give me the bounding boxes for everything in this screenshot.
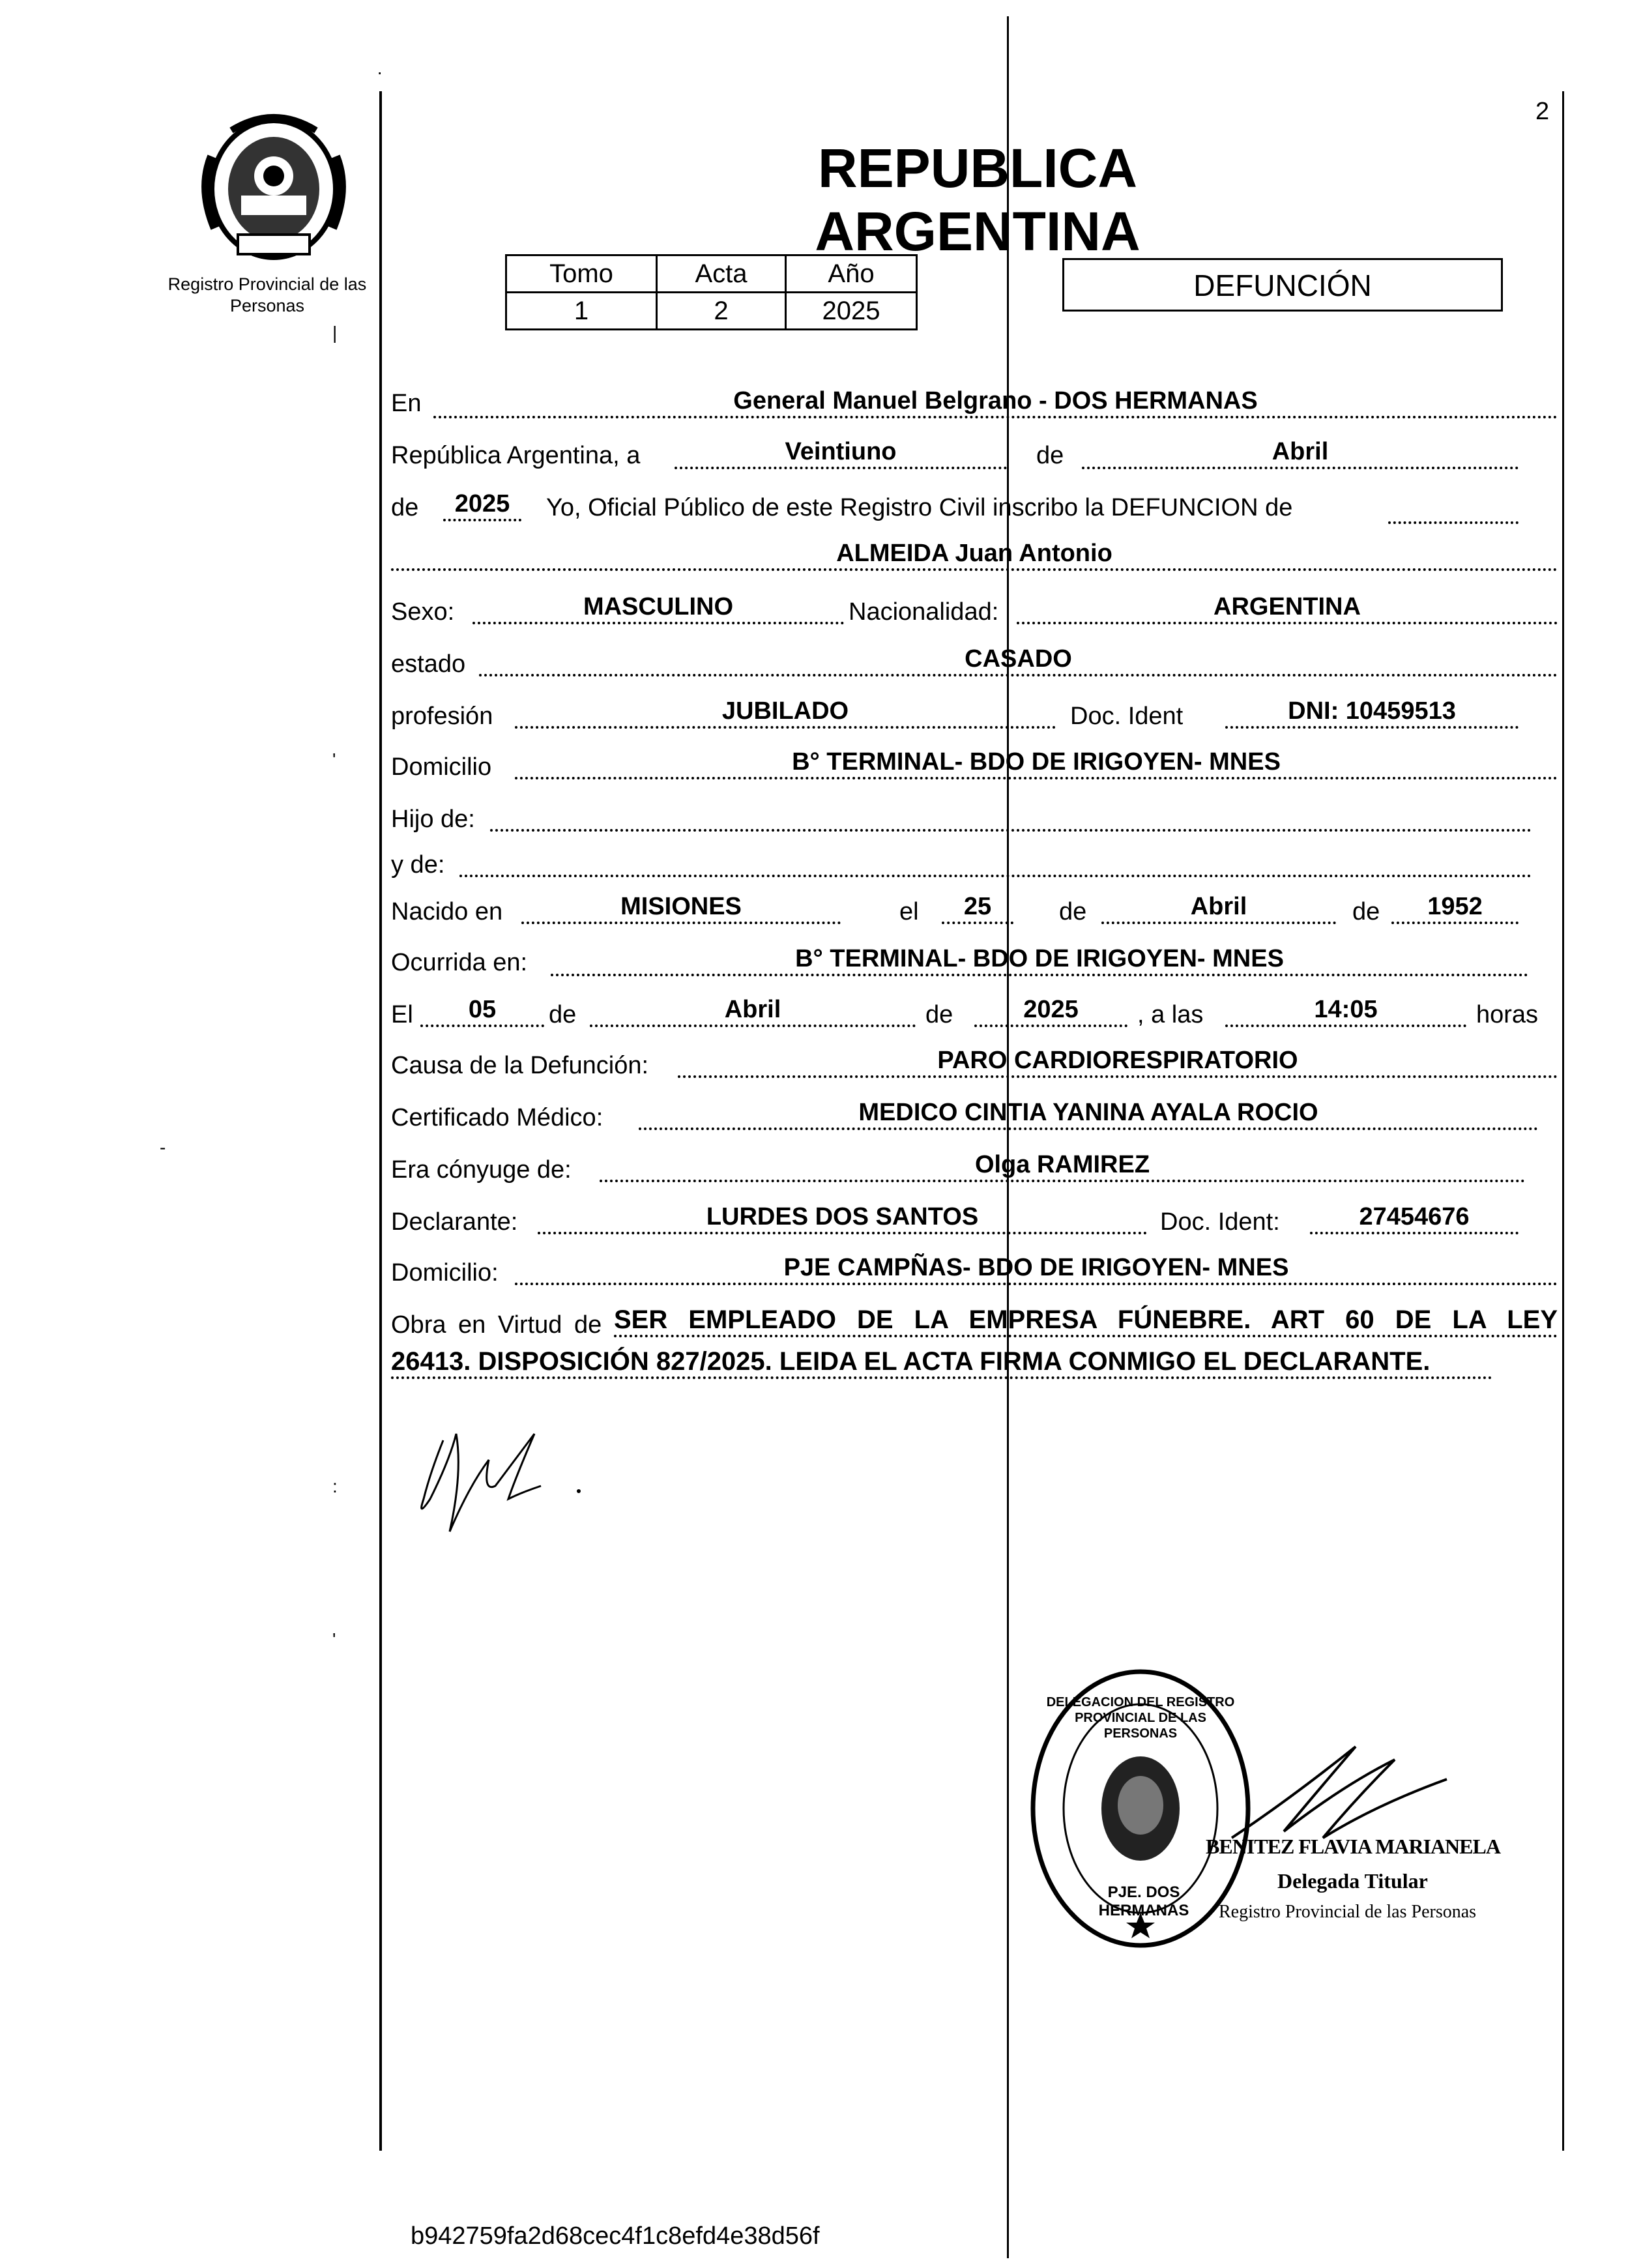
label-sexo: Sexo: xyxy=(391,598,455,626)
margin-mark: | xyxy=(332,323,338,343)
table-header-tomo: Tomo xyxy=(506,255,657,293)
label-doc-ident-declarant: Doc. Ident: xyxy=(1160,1208,1280,1236)
label-el-date: El xyxy=(391,1001,413,1028)
label-nacido-en: Nacido en xyxy=(391,898,503,925)
deceased-name-value: ALMEIDA Juan Antonio xyxy=(391,538,1558,571)
label-estado: estado xyxy=(391,650,466,678)
label-y-de: y de: xyxy=(391,851,445,879)
year-value: 2025 xyxy=(443,489,521,521)
marital-status-value: CASADO xyxy=(479,644,1558,676)
location-value: General Manuel Belgrano - DOS HERMANAS xyxy=(433,386,1558,418)
label-hijo-de: Hijo de: xyxy=(391,806,475,833)
label-de-birth-year: de xyxy=(1352,898,1380,925)
birth-day-value: 25 xyxy=(942,892,1013,924)
ano-value: 2025 xyxy=(786,293,917,330)
record-table xyxy=(505,254,918,330)
tomo-value: 1 xyxy=(506,293,657,330)
margin-mark: : xyxy=(332,1476,338,1496)
label-obra: Obra en Virtud de xyxy=(391,1311,602,1339)
label-conyuge: Era cónyuge de: xyxy=(391,1156,572,1184)
birth-place-value: MISIONES xyxy=(521,892,841,924)
intro-text: Yo, Oficial Público de este Registro Civil inscribo la DEFUNCION de xyxy=(546,494,1293,521)
label-a-las: , a las xyxy=(1137,1001,1204,1028)
profession-value: JUBILADO xyxy=(515,696,1056,729)
page-title: REPUBLICA ARGENTINA xyxy=(815,138,1141,262)
document-hash: b942759fa2d68cec4f1c8efd4e38d56f xyxy=(411,2222,820,2250)
month-value: Abril xyxy=(1082,437,1519,469)
death-year-value: 2025 xyxy=(974,995,1127,1027)
document-id-value: DNI: 10459513 xyxy=(1225,696,1519,729)
declarant-address-value: PJE CAMPÑAS- BDO DE IRIGOYEN- MNES xyxy=(515,1253,1558,1285)
stamp-inner-text: PJE. DOS HERMANAS xyxy=(1098,1883,1189,1919)
official-registry: Registro Provincial de las Personas xyxy=(1219,1902,1477,1922)
birth-year-value: 1952 xyxy=(1391,892,1519,924)
sex-value: MASCULINO xyxy=(472,592,844,624)
margin-mark: ' xyxy=(332,1629,336,1650)
intro-line xyxy=(1388,521,1519,524)
declarant-id-value: 27454676 xyxy=(1310,1202,1519,1234)
address-value: B° TERMINAL- BDO DE IRIGOYEN- MNES xyxy=(515,747,1558,779)
declarant-signature xyxy=(404,1421,600,1551)
spouse-value: Olga RAMIREZ xyxy=(600,1150,1525,1182)
death-time-value: 14:05 xyxy=(1225,995,1466,1027)
official-title: Delegada Titular xyxy=(1277,1869,1428,1893)
label-de-year: de xyxy=(391,494,419,521)
basis-line-2: 26413. DISPOSICIÓN 827/2025. LEIDA EL ACTA FIRMA CONMIGO EL DECLARANTE. xyxy=(391,1346,1492,1379)
label-en: En xyxy=(391,390,422,417)
declarant-value: LURDES DOS SANTOS xyxy=(538,1202,1147,1234)
signature-icon xyxy=(404,1421,600,1551)
record-table-values xyxy=(506,293,917,330)
nationality-value: ARGENTINA xyxy=(1017,592,1558,624)
label-de-death-month: de xyxy=(549,1001,577,1028)
death-place-value: B° TERMINAL- BDO DE IRIGOYEN- MNES xyxy=(551,944,1528,976)
label-causa: Causa de la Defunción: xyxy=(391,1052,649,1079)
death-day-value: 05 xyxy=(420,995,544,1027)
registry-name: Registro Provincial de las Personas xyxy=(167,274,367,315)
death-month-value: Abril xyxy=(590,995,916,1027)
cause-value: PARO CARDIORESPIRATORIO xyxy=(678,1045,1558,1078)
label-de-death-year: de xyxy=(925,1001,953,1028)
provincial-emblem xyxy=(192,104,355,267)
stamp-ring-text: DELEGACION DEL REGISTRO PROVINCIAL DE LAS PERSONAS xyxy=(1046,1695,1235,1741)
label-nacionalidad: Nacionalidad: xyxy=(849,598,999,626)
basis-line-1: SER EMPLEADO DE LA EMPRESA FÚNEBRE. ART 60 DE LA LEY xyxy=(614,1305,1558,1337)
acta-value: 2 xyxy=(657,293,786,330)
margin-mark: - xyxy=(160,1137,166,1157)
table-header-acta: Acta xyxy=(657,255,786,293)
official-signature xyxy=(1225,1721,1460,1851)
official-name: BENITEZ FLAVIA MARIANELA xyxy=(1206,1835,1500,1858)
label-de-month: de xyxy=(1036,442,1064,469)
document-type-box: DEFUNCIÓN xyxy=(1062,258,1503,312)
day-words-value: Veintiuno xyxy=(675,437,1007,469)
left-margin-line xyxy=(379,91,382,2151)
label-doc-ident: Doc. Ident xyxy=(1070,703,1184,730)
label-certificado: Certificado Médico: xyxy=(391,1104,603,1131)
birth-month-value: Abril xyxy=(1101,892,1336,924)
label-domicilio-declarant: Domicilio: xyxy=(391,1259,499,1287)
label-ocurrida-en: Ocurrida en: xyxy=(391,949,528,976)
signature-icon-official xyxy=(1225,1721,1460,1851)
label-republica: República Argentina, a xyxy=(391,442,641,469)
right-margin-line xyxy=(1562,91,1564,2151)
record-table-header xyxy=(506,255,917,293)
label-el: el xyxy=(899,898,919,925)
margin-mark: · xyxy=(377,62,383,82)
margin-mark: ' xyxy=(332,749,336,770)
page-number: 2 xyxy=(1535,98,1550,125)
label-declarante: Declarante: xyxy=(391,1208,518,1236)
emblem-icon xyxy=(192,104,355,267)
father-value xyxy=(490,799,1532,832)
medical-certificate-value: MEDICO CINTIA YANINA AYALA ROCIO xyxy=(639,1098,1538,1130)
mother-value xyxy=(459,845,1532,877)
fold-line xyxy=(1007,16,1009,2258)
label-de-birth-month: de xyxy=(1059,898,1087,925)
table-header-ano: Año xyxy=(786,255,917,293)
label-horas: horas xyxy=(1476,1001,1539,1028)
label-profesion: profesión xyxy=(391,703,493,730)
label-domicilio: Domicilio xyxy=(391,753,492,781)
